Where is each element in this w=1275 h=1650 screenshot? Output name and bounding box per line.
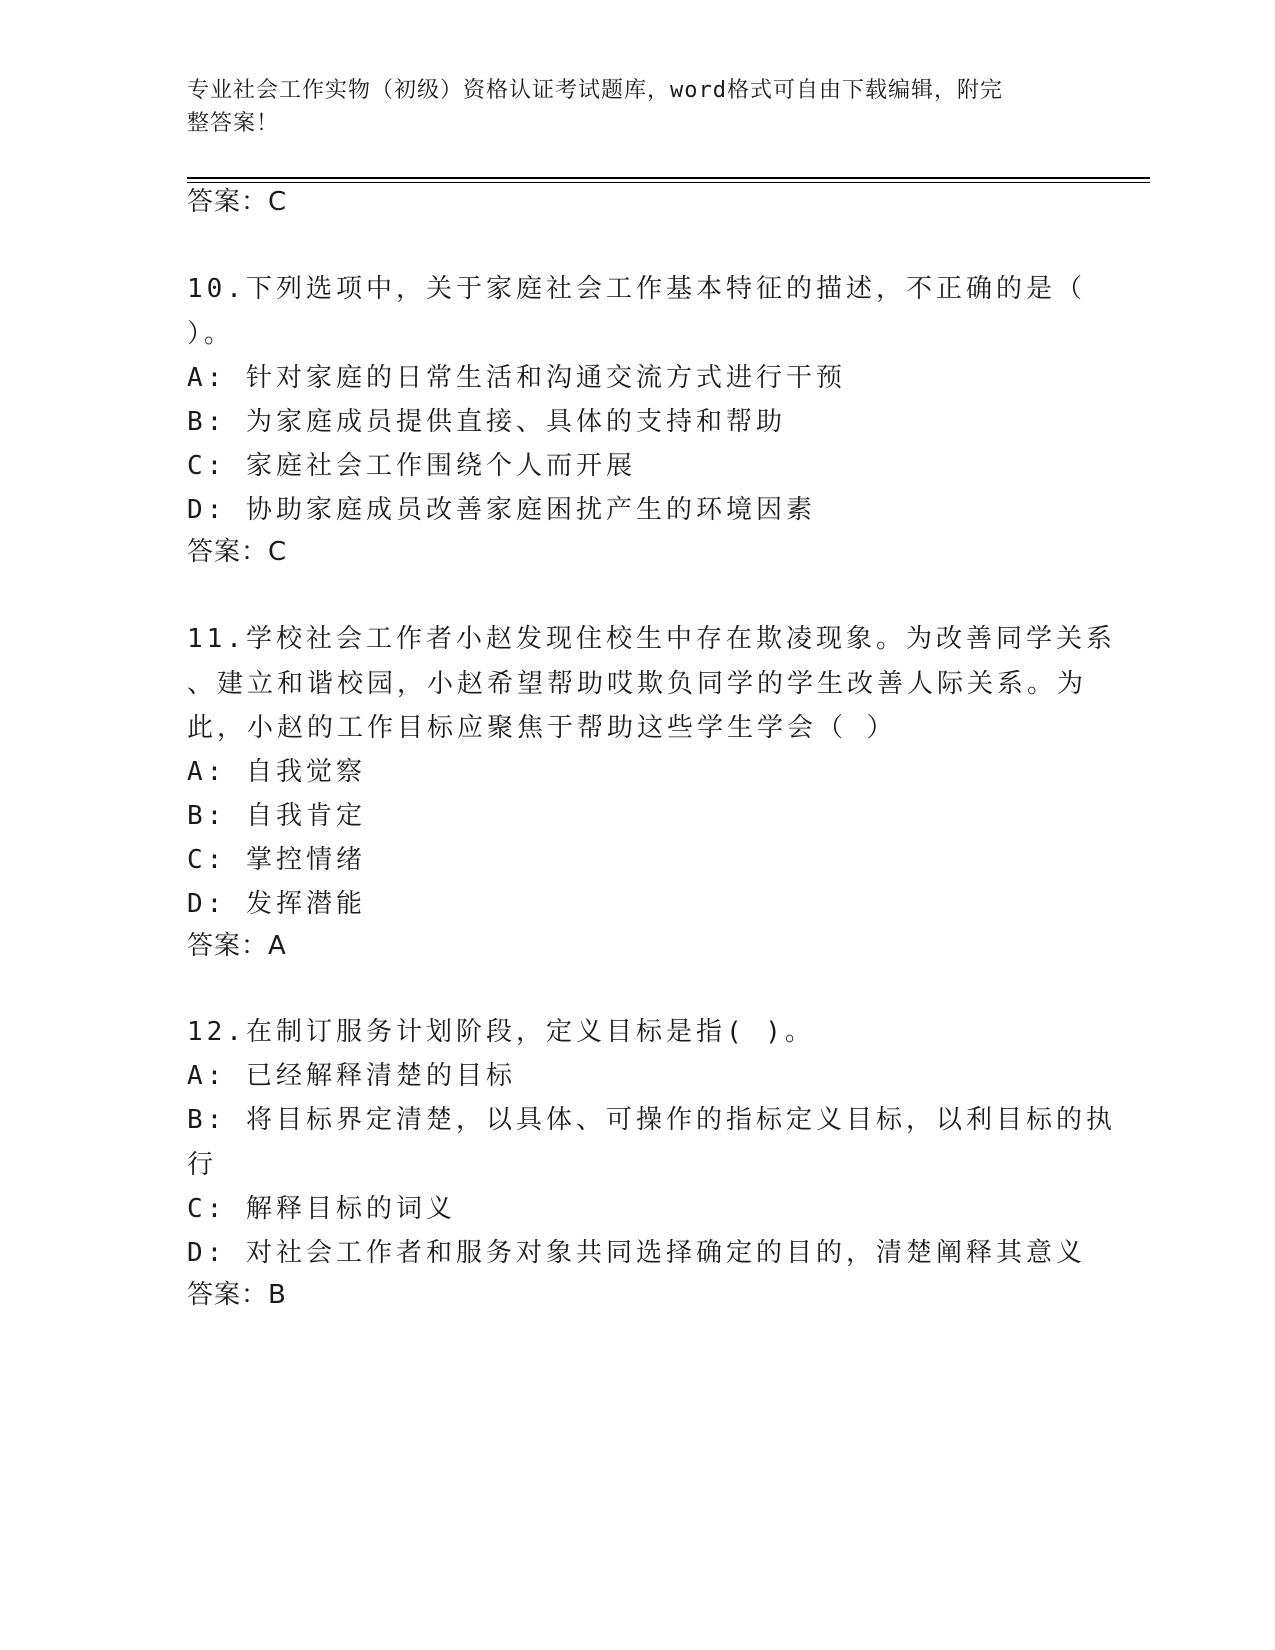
question-11-answer: 答案：A (187, 931, 287, 961)
question-10-stem-line-1: 10.下列选项中，关于家庭社会工作基本特征的描述，不正确的是（ (187, 274, 1086, 304)
question-12-option-c: C: 解释目标的词义 (187, 1194, 456, 1224)
question-10-stem-line-2: ）。 (187, 319, 235, 349)
question-11-stem-line-3: 此，小赵的工作目标应聚焦于帮助这些学生学会（ ） (187, 713, 897, 743)
question-10-option-c: C: 家庭社会工作围绕个人而开展 (187, 451, 636, 481)
previous-answer: 答案：C (187, 187, 288, 217)
question-12-stem-line-1: 12.在制订服务计划阶段，定义目标是指( )。 (187, 1017, 815, 1047)
header-line-2: 整答案！ (187, 111, 280, 136)
question-12-answer: 答案：B (187, 1280, 287, 1310)
header-line-1: 专业社会工作实物（初级）资格认证考试题库，word格式可自由下载编辑，附完 (187, 78, 1003, 103)
document-header (187, 74, 1067, 140)
question-12-option-b-line-1: B: 将目标界定清楚，以具体、可操作的指标定义目标，以利目标的执 (187, 1105, 1116, 1135)
header-rule-thin (187, 182, 1150, 183)
question-11-option-b: B: 自我肯定 (187, 801, 366, 831)
question-11-option-a: A: 自我觉察 (187, 757, 366, 787)
question-11-option-c: C: 掌控情绪 (187, 845, 366, 875)
question-11-stem-line-1: 11.学校社会工作者小赵发现住校生中存在欺凌现象。为改善同学关系 (187, 624, 1116, 654)
question-10-option-a: A: 针对家庭的日常生活和沟通交流方式进行干预 (187, 363, 846, 393)
question-12-option-b-line-2: 行 (187, 1150, 218, 1180)
question-10-option-b: B: 为家庭成员提供直接、具体的支持和帮助 (187, 407, 786, 437)
question-10-option-d: D: 协助家庭成员改善家庭困扰产生的环境因素 (187, 495, 816, 525)
question-11-option-d: D: 发挥潜能 (187, 889, 366, 919)
question-10-answer: 答案：C (187, 537, 288, 567)
question-12-option-a: A: 已经解释清楚的目标 (187, 1061, 516, 1091)
question-11-stem-line-2: 、建立和谐校园，小赵希望帮助哎欺负同学的学生改善人际关系。为 (187, 669, 1088, 699)
header-rule-thick (187, 177, 1150, 179)
question-12-option-d: D: 对社会工作者和服务对象共同选择确定的目的，清楚阐释其意义 (187, 1238, 1086, 1268)
